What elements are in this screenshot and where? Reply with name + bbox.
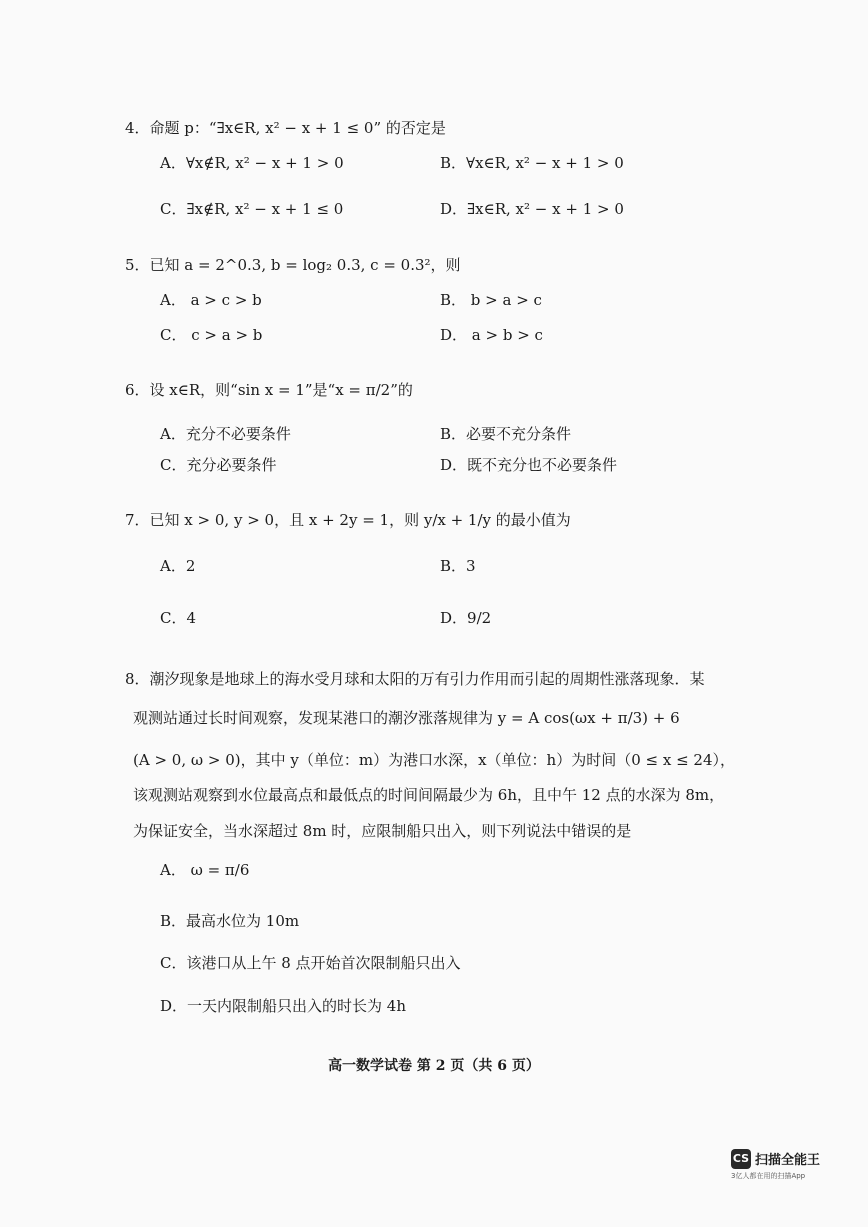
q8-line-3: (A > 0, ω > 0)，其中 y（单位：m）为港口水深，x（单位：h）为时间（0 ≤ x ≤ 24），	[133, 751, 735, 769]
q5-option-c: C． c > a > b	[160, 326, 263, 344]
q7-stem: 7．已知 x > 0, y > 0，且 x + 2y = 1，则 y/x + 1/y 的最小值为	[125, 511, 571, 529]
q5-stem: 5．已知 a = 2^0.3, b = log₂ 0.3, c = 0.3²，则	[125, 256, 461, 274]
scanner-watermark	[731, 1148, 831, 1181]
q8-option-d: D．一天内限制船只出入的时长为 4h	[160, 997, 407, 1015]
q8-option-a: A． ω = π/6	[160, 861, 250, 879]
q4-option-c: C．∃x∉R, x² − x + 1 ≤ 0	[160, 200, 344, 218]
q6-stem: 6．设 x∈R，则“sin x = 1”是“x = π/2”的	[125, 381, 413, 399]
q8-line-5: 为保证安全，当水深超过 8m 时，应限制船只出入，则下列说法中错误的是	[133, 822, 632, 840]
q7-option-d: D．9/2	[440, 609, 492, 627]
q7-option-c: C．4	[160, 609, 197, 627]
q8-line-2: 观测站通过长时间观察，发现某港口的潮汐涨落规律为 y = A cos(ωx + π/3) + 6	[133, 709, 680, 727]
q6-option-d: D．既不充分也不必要条件	[440, 456, 618, 474]
q4-option-a: A．∀x∉R, x² − x + 1 > 0	[160, 154, 344, 172]
scanner-tagline: 3亿人都在用的扫描App	[731, 1171, 806, 1180]
scanner-app-name: 扫描全能王	[755, 1153, 821, 1168]
q6-option-b: B．必要不充分条件	[440, 425, 572, 443]
q8-option-b: B．最高水位为 10m	[160, 912, 300, 930]
q7-option-a: A．2	[160, 557, 196, 575]
page-footer: 高一数学试卷 第 2 页（共 6 页）	[328, 1058, 540, 1074]
q8-line-4: 该观测站观察到水位最高点和最低点的时间间隔最少为 6h，且中午 12 点的水深为 8m，	[133, 786, 725, 804]
q4-stem: 4．命题 p：“∃x∈R, x² − x + 1 ≤ 0” 的否定是	[125, 119, 446, 137]
q7-option-b: B．3	[440, 557, 476, 575]
q8-line-1: 8．潮汐现象是地球上的海水受月球和太阳的万有引力作用而引起的周期性涨落现象．某	[125, 670, 705, 688]
q4-option-b: B．∀x∈R, x² − x + 1 > 0	[440, 154, 624, 172]
q8-option-c: C．该港口从上午 8 点开始首次限制船只出入	[160, 954, 461, 972]
q6-option-c: C．充分必要条件	[160, 456, 277, 474]
q5-option-b: B． b > a > c	[440, 291, 542, 309]
q6-option-a: A．充分不必要条件	[160, 425, 291, 443]
camscanner-logo-icon: CS	[731, 1149, 751, 1169]
q4-option-d: D．∃x∈R, x² − x + 1 > 0	[440, 200, 624, 218]
q5-option-a: A． a > c > b	[160, 291, 262, 309]
q5-option-d: D． a > b > c	[440, 326, 543, 344]
